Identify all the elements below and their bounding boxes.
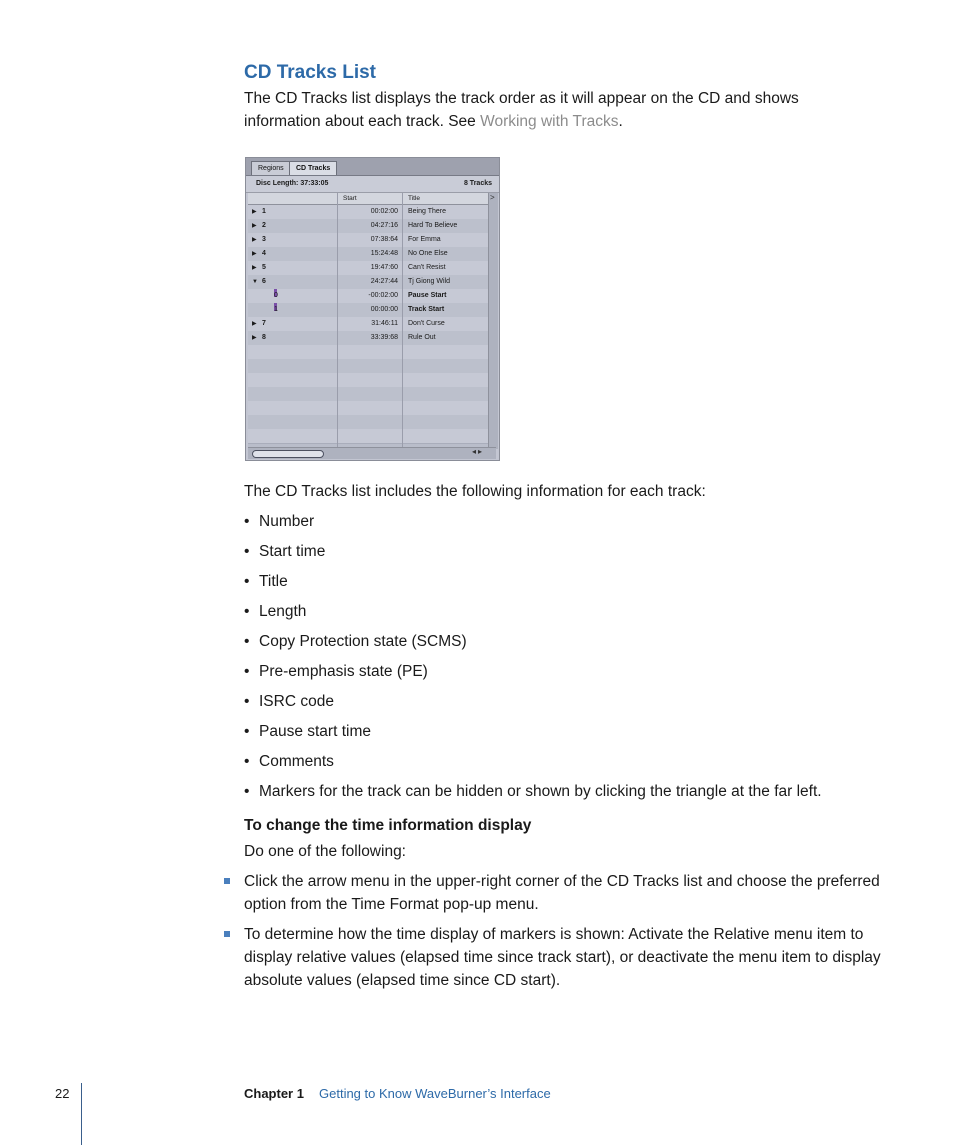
- track-number: 1: [262, 208, 266, 215]
- list-item: [244, 780, 822, 810]
- bullet-text: Pre-emphasis state (PE): [259, 663, 428, 680]
- section-heading: CD Tracks List: [244, 62, 376, 83]
- table-row[interactable]: [248, 331, 489, 346]
- column-start[interactable]: Start: [343, 195, 357, 202]
- track-title: Don't Curse: [408, 320, 445, 327]
- cd-tracks-screenshot: [245, 157, 500, 461]
- bullet-icon: •: [244, 783, 250, 800]
- step-text: To determine how the time display of markers is shown: Activate the Relative menu item to display relative values (elapsed time since track start), or deactivate the menu item to display absolute values (elapsed time since CD start).: [244, 926, 881, 989]
- footer-rule: [81, 1083, 82, 1145]
- disc-info-bar: [246, 176, 499, 193]
- table-row[interactable]: [248, 303, 489, 318]
- do-one-text: Do one of the following:: [244, 843, 406, 860]
- table-row[interactable]: [248, 261, 489, 276]
- track-start: -00:02:00: [368, 292, 398, 299]
- table-row[interactable]: [248, 233, 489, 248]
- bullet-icon: •: [244, 603, 250, 620]
- tracks-grid: [248, 193, 489, 447]
- intro-paragraph: [244, 87, 864, 133]
- disclosure-triangle-icon[interactable]: ▶: [252, 223, 257, 229]
- table-row[interactable]: [248, 219, 489, 234]
- table-row: [248, 387, 489, 402]
- track-start: 33:39:68: [370, 334, 398, 341]
- track-start: 19:47:60: [370, 264, 398, 271]
- tab-cd-tracks[interactable]: CD Tracks: [289, 161, 337, 175]
- track-title: Track Start: [408, 306, 445, 313]
- track-title: Tj Giong Wild: [408, 278, 451, 285]
- table-row: [248, 359, 489, 374]
- bullet-text: Copy Protection state (SCMS): [259, 633, 467, 650]
- bullet-icon: •: [244, 633, 250, 650]
- track-count: 8 Tracks: [463, 180, 492, 187]
- bullet-text: Markers for the track can be hidden or shown by clicking the triangle at the far left.: [259, 783, 822, 800]
- list-item: [224, 870, 884, 916]
- list-item: [244, 690, 822, 720]
- bullet-text: Start time: [259, 543, 326, 560]
- track-title: Being There: [408, 208, 447, 215]
- vertical-scrollbar[interactable]: [488, 193, 498, 449]
- list-item: [244, 630, 822, 660]
- track-start: 31:46:11: [371, 320, 398, 327]
- list-item: [244, 720, 822, 750]
- info-bullet-list: [244, 510, 822, 810]
- marker-number: 0: [274, 292, 278, 299]
- bullet-text: Number: [259, 513, 315, 530]
- table-row[interactable]: [248, 275, 489, 290]
- intro-end: .: [618, 113, 623, 130]
- track-title: Rule Out: [408, 334, 436, 341]
- tab-bar: [246, 158, 499, 176]
- square-bullet-icon: [224, 931, 230, 937]
- disclosure-triangle-icon[interactable]: ▼: [252, 279, 258, 285]
- list-item: [244, 570, 822, 600]
- working-with-tracks-link[interactable]: Working with Tracks: [480, 113, 619, 130]
- list-item: [244, 540, 822, 570]
- track-title: Hard To Believe: [408, 222, 458, 229]
- table-row: [248, 401, 489, 416]
- track-number: 3: [262, 236, 266, 243]
- column-title[interactable]: Title: [408, 195, 421, 202]
- disc-length: Disc Length: 37:33:05: [256, 180, 329, 187]
- task-heading: To change the time information display: [244, 817, 532, 834]
- chapter-title: Getting to Know WaveBurner’s Interface: [319, 1086, 551, 1101]
- track-number: 6: [262, 278, 266, 285]
- horizontal-scrollbar[interactable]: [248, 447, 496, 459]
- track-start: 15:24:48: [370, 250, 398, 257]
- list-item: [224, 923, 884, 992]
- arrow-menu-icon[interactable]: >: [490, 193, 495, 202]
- disclosure-triangle-icon[interactable]: ▶: [252, 335, 257, 341]
- chapter-label: Chapter 1: [244, 1086, 304, 1101]
- bullet-text: ISRC code: [259, 693, 334, 710]
- table-row[interactable]: [248, 205, 489, 220]
- track-number: 7: [262, 320, 266, 327]
- track-title: Pause Start: [408, 292, 447, 299]
- table-row[interactable]: [248, 247, 489, 262]
- disclosure-triangle-icon[interactable]: ▶: [252, 321, 257, 327]
- scroll-arrows-icon[interactable]: ◂▸: [471, 447, 484, 456]
- bullet-icon: •: [244, 573, 250, 590]
- bullet-text: Pause start time: [259, 723, 371, 740]
- track-title: No One Else: [408, 250, 448, 257]
- list-item: [244, 660, 822, 690]
- marker-number: 1: [274, 306, 278, 313]
- table-row[interactable]: [248, 317, 489, 332]
- table-row: [248, 345, 489, 360]
- column-divider: [337, 193, 338, 447]
- track-title: For Emma: [408, 236, 441, 243]
- disclosure-triangle-icon[interactable]: ▶: [252, 265, 257, 271]
- track-start: 00:00:00: [370, 306, 398, 313]
- table-row: [248, 373, 489, 388]
- track-number: 5: [262, 264, 266, 271]
- track-number: 8: [262, 334, 266, 341]
- tab-regions[interactable]: Regions: [251, 161, 291, 175]
- bullet-text: Title: [259, 573, 288, 590]
- track-number: 2: [262, 222, 266, 229]
- column-header: [248, 193, 489, 205]
- disclosure-triangle-icon[interactable]: ▶: [252, 251, 257, 257]
- track-number: 4: [262, 250, 266, 257]
- bullet-text: Comments: [259, 753, 334, 770]
- page-number: 22: [55, 1086, 70, 1101]
- bullet-icon: •: [244, 513, 250, 530]
- track-start: 24:27:44: [370, 278, 398, 285]
- disclosure-triangle-icon[interactable]: ▶: [252, 209, 257, 215]
- bullet-icon: •: [244, 753, 250, 770]
- track-start: 00:02:00: [370, 208, 398, 215]
- disclosure-triangle-icon[interactable]: ▶: [252, 237, 257, 243]
- scroll-thumb[interactable]: [252, 450, 324, 458]
- bullet-icon: •: [244, 723, 250, 740]
- step-text: Click the arrow menu in the upper-right corner of the CD Tracks list and choose the preferred option from the Time Format pop-up menu.: [244, 873, 880, 913]
- includes-paragraph: The CD Tracks list includes the following information for each track:: [244, 483, 706, 500]
- track-title: Can't Resist: [408, 264, 446, 271]
- square-bullet-icon: [224, 878, 230, 884]
- bullet-icon: •: [244, 543, 250, 560]
- table-row: [248, 429, 489, 444]
- bullet-text: Length: [259, 603, 307, 620]
- steps-list: [224, 870, 884, 999]
- bullet-icon: •: [244, 663, 250, 680]
- track-start: 04:27:16: [370, 222, 398, 229]
- table-row: [248, 415, 489, 430]
- list-item: [244, 600, 822, 630]
- list-item: [244, 510, 822, 540]
- table-row[interactable]: [248, 289, 489, 304]
- list-item: [244, 750, 822, 780]
- intro-text: The CD Tracks list displays the track order as it will appear on the CD and shows information about each track. See: [244, 90, 799, 130]
- column-divider: [402, 193, 403, 447]
- bullet-icon: •: [244, 693, 250, 710]
- track-start: 07:38:64: [370, 236, 398, 243]
